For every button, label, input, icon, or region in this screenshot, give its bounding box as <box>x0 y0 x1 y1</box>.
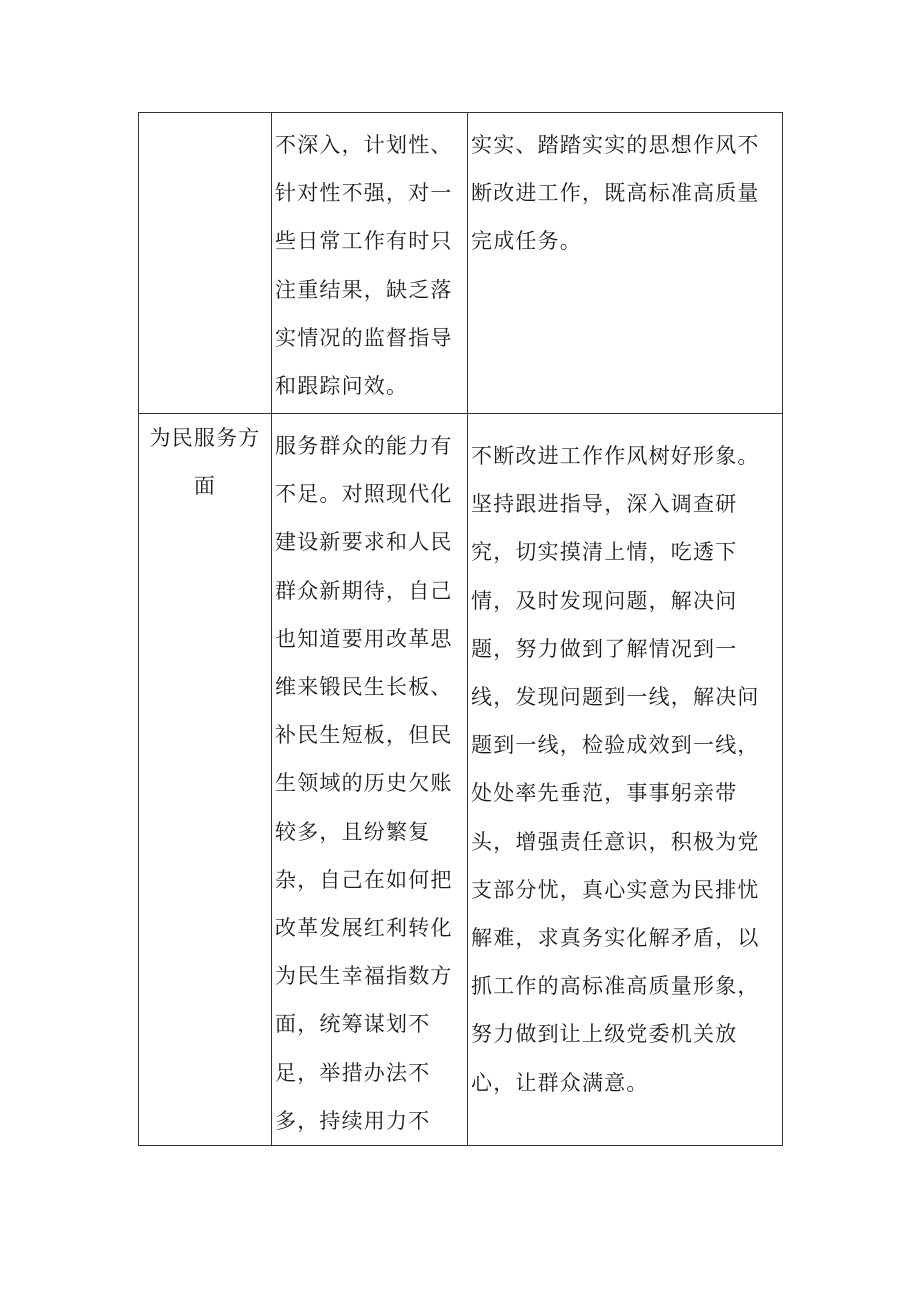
category-cell <box>139 113 272 414</box>
measure-text: 不断改进工作作风树好形象。坚持跟进指导，深入调查研究，切实摸清上情，吃透下情，及时发现问题，解决问题，努力做到了解情况到一线，发现问题到一线，解决问题到一线，检验成效到一线，处处率先垂范，事事躬亲带头，增强责任意识，积极为党支部分忧，真心实意为民排忧解难，求真务实化解矛盾，以抓工作的高标准高质量形象，努力做到让上级党委机关放心，让群众满意。 <box>471 444 760 1095</box>
rectification-table <box>138 112 783 1146</box>
category-text: 为民服务方面 <box>149 426 261 499</box>
measure-cell <box>468 414 783 1146</box>
problem-text: 服务群众的能力有不足。对照现代化建设新要求和人民群众新期待，自己也知道要用改革思维来锻民生长板、补民生短板，但民生领域的历史欠账较多，且纷繁复杂，自己在如何把改革发展红利转化为民生幸福指数方面，统筹谋划不足，举措办法不多，持续用力不 <box>275 434 453 1133</box>
table-row <box>139 414 783 1146</box>
problem-text: 不深入，计划性、针对性不强，对一些日常工作有时只注重结果，缺乏落实情况的监督指导和跟踪问效。 <box>275 133 453 399</box>
measure-text: 实实、踏踏实实的思想作风不断改进工作，既高标准高质量完成任务。 <box>471 133 760 254</box>
problem-cell <box>272 414 468 1146</box>
measure-cell <box>468 113 783 414</box>
table-row <box>139 113 783 414</box>
category-cell <box>139 414 272 1146</box>
problem-cell <box>272 113 468 414</box>
